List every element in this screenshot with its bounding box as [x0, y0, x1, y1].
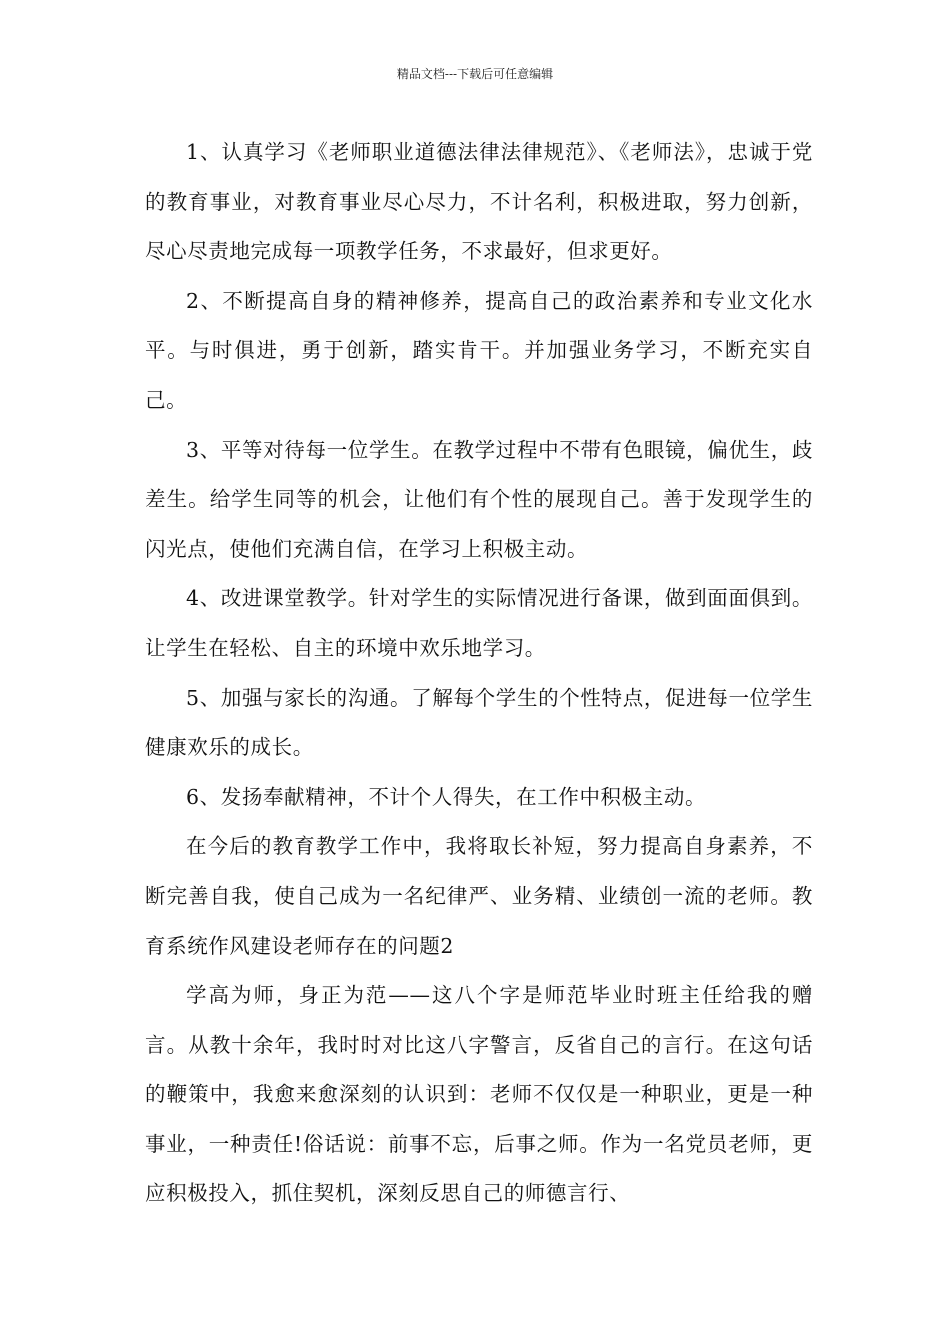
paragraph-2: 2、不断提高自身的精神修养，提高自己的政治素养和专业文化水平。与时俱进，勇于创新，踏实肯干。并加强业务学习，不断充实自己。: [145, 288, 813, 412]
paragraph-8: 学高为师，身正为范——这八个字是师范毕业时班主任给我的赠言。从教十余年，我时时对比这八字警言，反省自己的言行。在这句话的鞭策中，我愈来愈深刻的认识到：老师不仅仅是一种职业，更是一种事业，一种责任!俗话说：前事不忘，后事之师。作为一名党员老师，更应积极投入，抓住契机，深刻反思自己的师德言行、: [145, 983, 813, 1206]
paragraph-3: 3、平等对待每一位学生。在教学过程中不带有色眼镜，偏优生，歧差生。给学生同等的机会，让他们有个性的展现自己。善于发现学生的闪光点，使他们充满自信，在学习上积极主动。: [145, 437, 813, 561]
document-body: [145, 128, 813, 1219]
paragraph-5: 5、加强与家长的沟通。了解每个学生的个性特点，促进每一位学生健康欢乐的成长。: [145, 685, 813, 760]
paragraph-7: 在今后的教育教学工作中，我将取长补短，努力提高自身素养，不断完善自我，使自己成为一名纪律严、业务精、业绩创一流的老师。教育系统作风建设老师存在的问题2: [145, 834, 813, 958]
page-header: 精品文档---下载后可任意编辑: [396, 67, 554, 81]
paragraph-6: 6、发扬奉献精神，不计个人得失，在工作中积极主动。: [186, 784, 707, 809]
paragraph-1: 1、认真学习《老师职业道德法律法律规范》、《老师法》，忠诚于党的教育事业，对教育事业尽心尽力，不计名利，积极进取，努力创新，尽心尽责地完成每一项教学任务，不求最好，但求更好。: [145, 140, 813, 264]
paragraph-4: 4、改进课堂教学。针对学生的实际情况进行备课，做到面面俱到。让学生在轻松、自主的环境中欢乐地学习。: [145, 586, 813, 660]
